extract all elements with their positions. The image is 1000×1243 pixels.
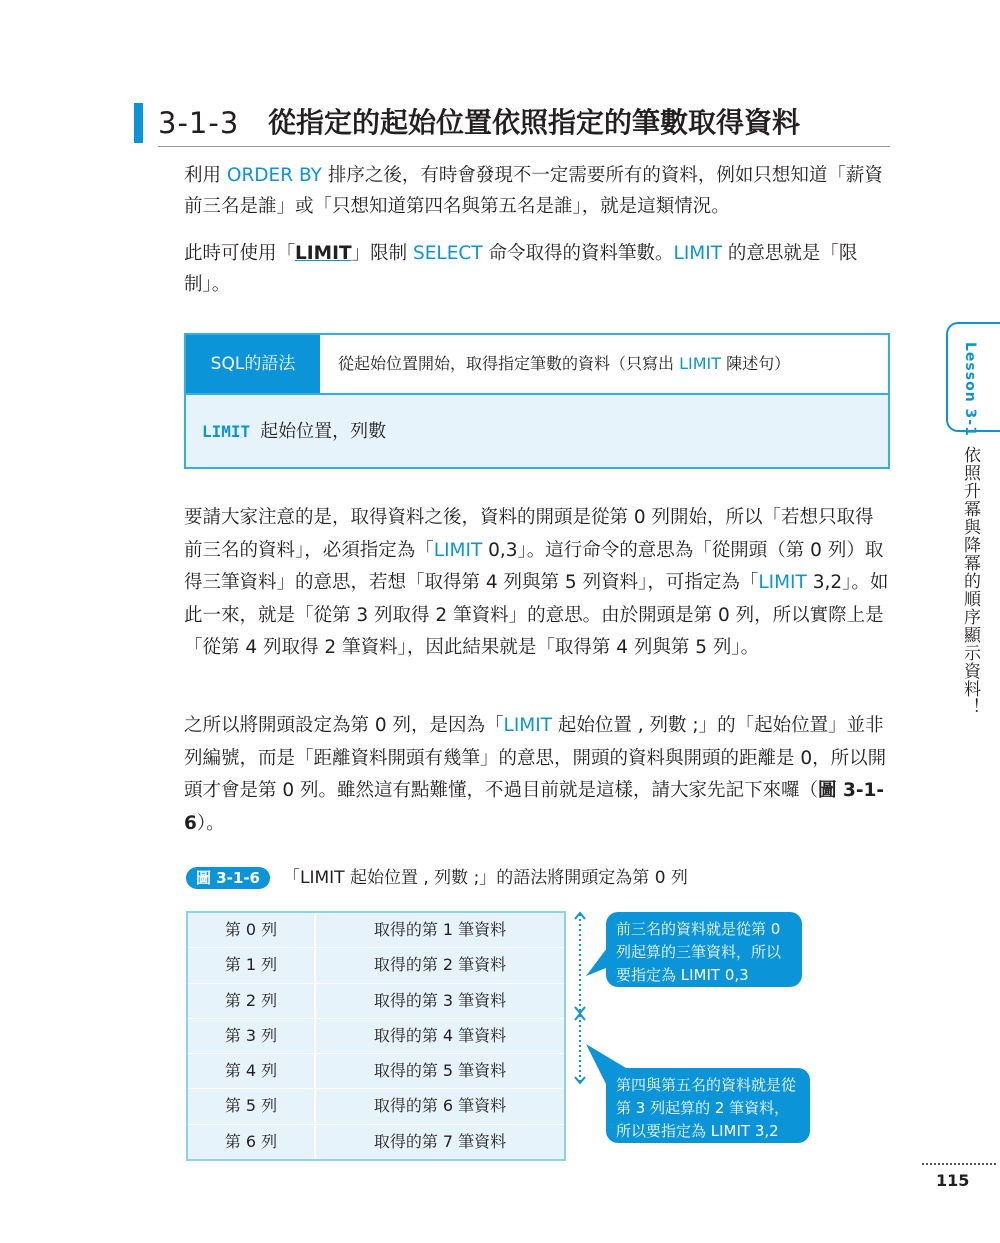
syntax-code [202, 417, 386, 443]
paragraph-intro [184, 160, 890, 222]
page-number-divider [922, 1163, 996, 1165]
text: 0,3」。這行命令的意思為「從開頭（第 0 列）取得三筆資料」的意思，若想「取得第 4 列與第 5 列資料」，可指定為「 [184, 539, 884, 593]
table-row [188, 1054, 564, 1089]
text: 利用 [184, 165, 227, 186]
text: 陳述句） [721, 354, 791, 373]
row-desc: 取得的第 6 筆資料 [373, 1096, 507, 1116]
section-number: 3-1-3 [158, 106, 240, 140]
syntax-args: 起始位置，列數 [260, 421, 387, 442]
lesson-label: Lesson 3-1 [962, 342, 978, 437]
text: 起始位置 , 列數 ;」的「起始位置」並非列編號，而是「距離資料開頭有幾筆」的意思，開頭的資料與開頭的距離是 0，所以開頭才會是第 0 列。雖然這有點難懂，不過目前就是這樣，請大家先記下來囉（ [184, 715, 887, 801]
keyword-select: SELECT [413, 243, 483, 264]
keyword-limit: LIMIT [758, 572, 807, 593]
heading-accent-bar [134, 103, 143, 143]
row-label: 第 1 列 [188, 948, 316, 982]
table-row [188, 984, 564, 1019]
callout-first-three: 前三名的資料就是從第 0 列起算的三筆資料，所以要指定為 LIMIT 0,3 [606, 912, 802, 987]
table-row [188, 1125, 564, 1159]
keyword-limit: LIMIT [503, 715, 553, 736]
rows-table [186, 911, 566, 1161]
row-label: 第 2 列 [188, 984, 316, 1018]
row-desc: 取得的第 5 筆資料 [373, 1061, 507, 1081]
keyword-order-by: ORDER BY [226, 165, 322, 186]
section-title: 從指定的起始位置依照指定的筆數取得資料 [268, 106, 801, 139]
heading-divider [158, 146, 890, 147]
table-row [188, 913, 564, 948]
syntax-description [338, 335, 790, 393]
paragraph-explanation [184, 710, 890, 840]
text: 此時可使用「 [184, 243, 296, 264]
chapter-side-title: 依照升冪與降冪的順序顯示資料！ [960, 446, 980, 716]
row-label: 第 5 列 [188, 1089, 316, 1123]
keyword-limit: LIMIT [433, 539, 483, 561]
row-label: 第 3 列 [188, 1019, 316, 1053]
row-desc: 取得的第 3 筆資料 [373, 990, 507, 1010]
text: ）。 [196, 812, 225, 834]
paragraph-offset [184, 502, 890, 665]
text: 從起始位置開始，取得指定筆數的資料（只寫出 [338, 354, 680, 373]
figure-badge: 圖 3-1-6 [186, 867, 270, 889]
figure-reference: 圖 3-1-6 [184, 780, 885, 834]
callout-fourth-fifth: 第四與第五名的資料就是從第 3 列起算的 2 筆資料，所以要指定為 LIMIT 3,2 [606, 1068, 810, 1143]
syntax-keyword: LIMIT [202, 422, 251, 441]
text: 之所以將開頭設定為第 0 列，是因為「 [184, 715, 504, 736]
syntax-label: SQL的語法 [186, 335, 320, 393]
table-row [188, 1089, 564, 1124]
keyword-limit: LIMIT [679, 354, 722, 373]
lesson-tab [946, 322, 1000, 437]
row-desc: 取得的第 2 筆資料 [373, 955, 507, 975]
text: 命令取得的資料筆數。 [482, 243, 674, 264]
text: 的意思就是「限制」。 [184, 243, 858, 295]
paragraph-limit [184, 238, 890, 300]
row-label: 第 4 列 [188, 1054, 316, 1088]
syntax-box [184, 333, 890, 469]
text: 」限制 [351, 243, 413, 264]
text: 要請大家注意的是，取得資料之後，資料的開頭是從第 0 列開始，所以「若想只取得前三名的資料」，必須指定為「 [184, 507, 874, 561]
row-desc: 取得的第 7 筆資料 [373, 1131, 507, 1151]
syntax-header [186, 335, 888, 395]
keyword-limit: LIMIT [295, 243, 352, 264]
table-row [188, 1019, 564, 1054]
text: 排序之後，有時會發現不一定需要所有的資料，例如只想知道「薪資前三名是誰」或「只想知道第四名與第五名是誰」，就是這類情況。 [184, 165, 883, 217]
keyword-limit: LIMIT [673, 243, 723, 264]
row-label: 第 6 列 [188, 1125, 316, 1159]
figure-caption: 「LIMIT 起始位置 , 列數 ;」的語法將開頭定為第 0 列 [283, 868, 688, 888]
row-desc: 取得的第 1 筆資料 [373, 920, 507, 939]
row-label: 第 0 列 [188, 913, 316, 947]
row-desc: 取得的第 4 筆資料 [373, 1025, 507, 1045]
table-row [188, 948, 564, 983]
range-arrow-second [575, 1014, 585, 1083]
page-number: 115 [936, 1171, 970, 1190]
text: 3,2」。如此一來，就是「從第 3 列取得 2 筆資料」的意思。由於開頭是第 0 列，所以實際上是「從第 4 列取得 2 筆資料」，因此結果就是「取得第 4 列與第 5 列」。 [184, 572, 889, 658]
range-arrow-first [575, 913, 585, 1013]
